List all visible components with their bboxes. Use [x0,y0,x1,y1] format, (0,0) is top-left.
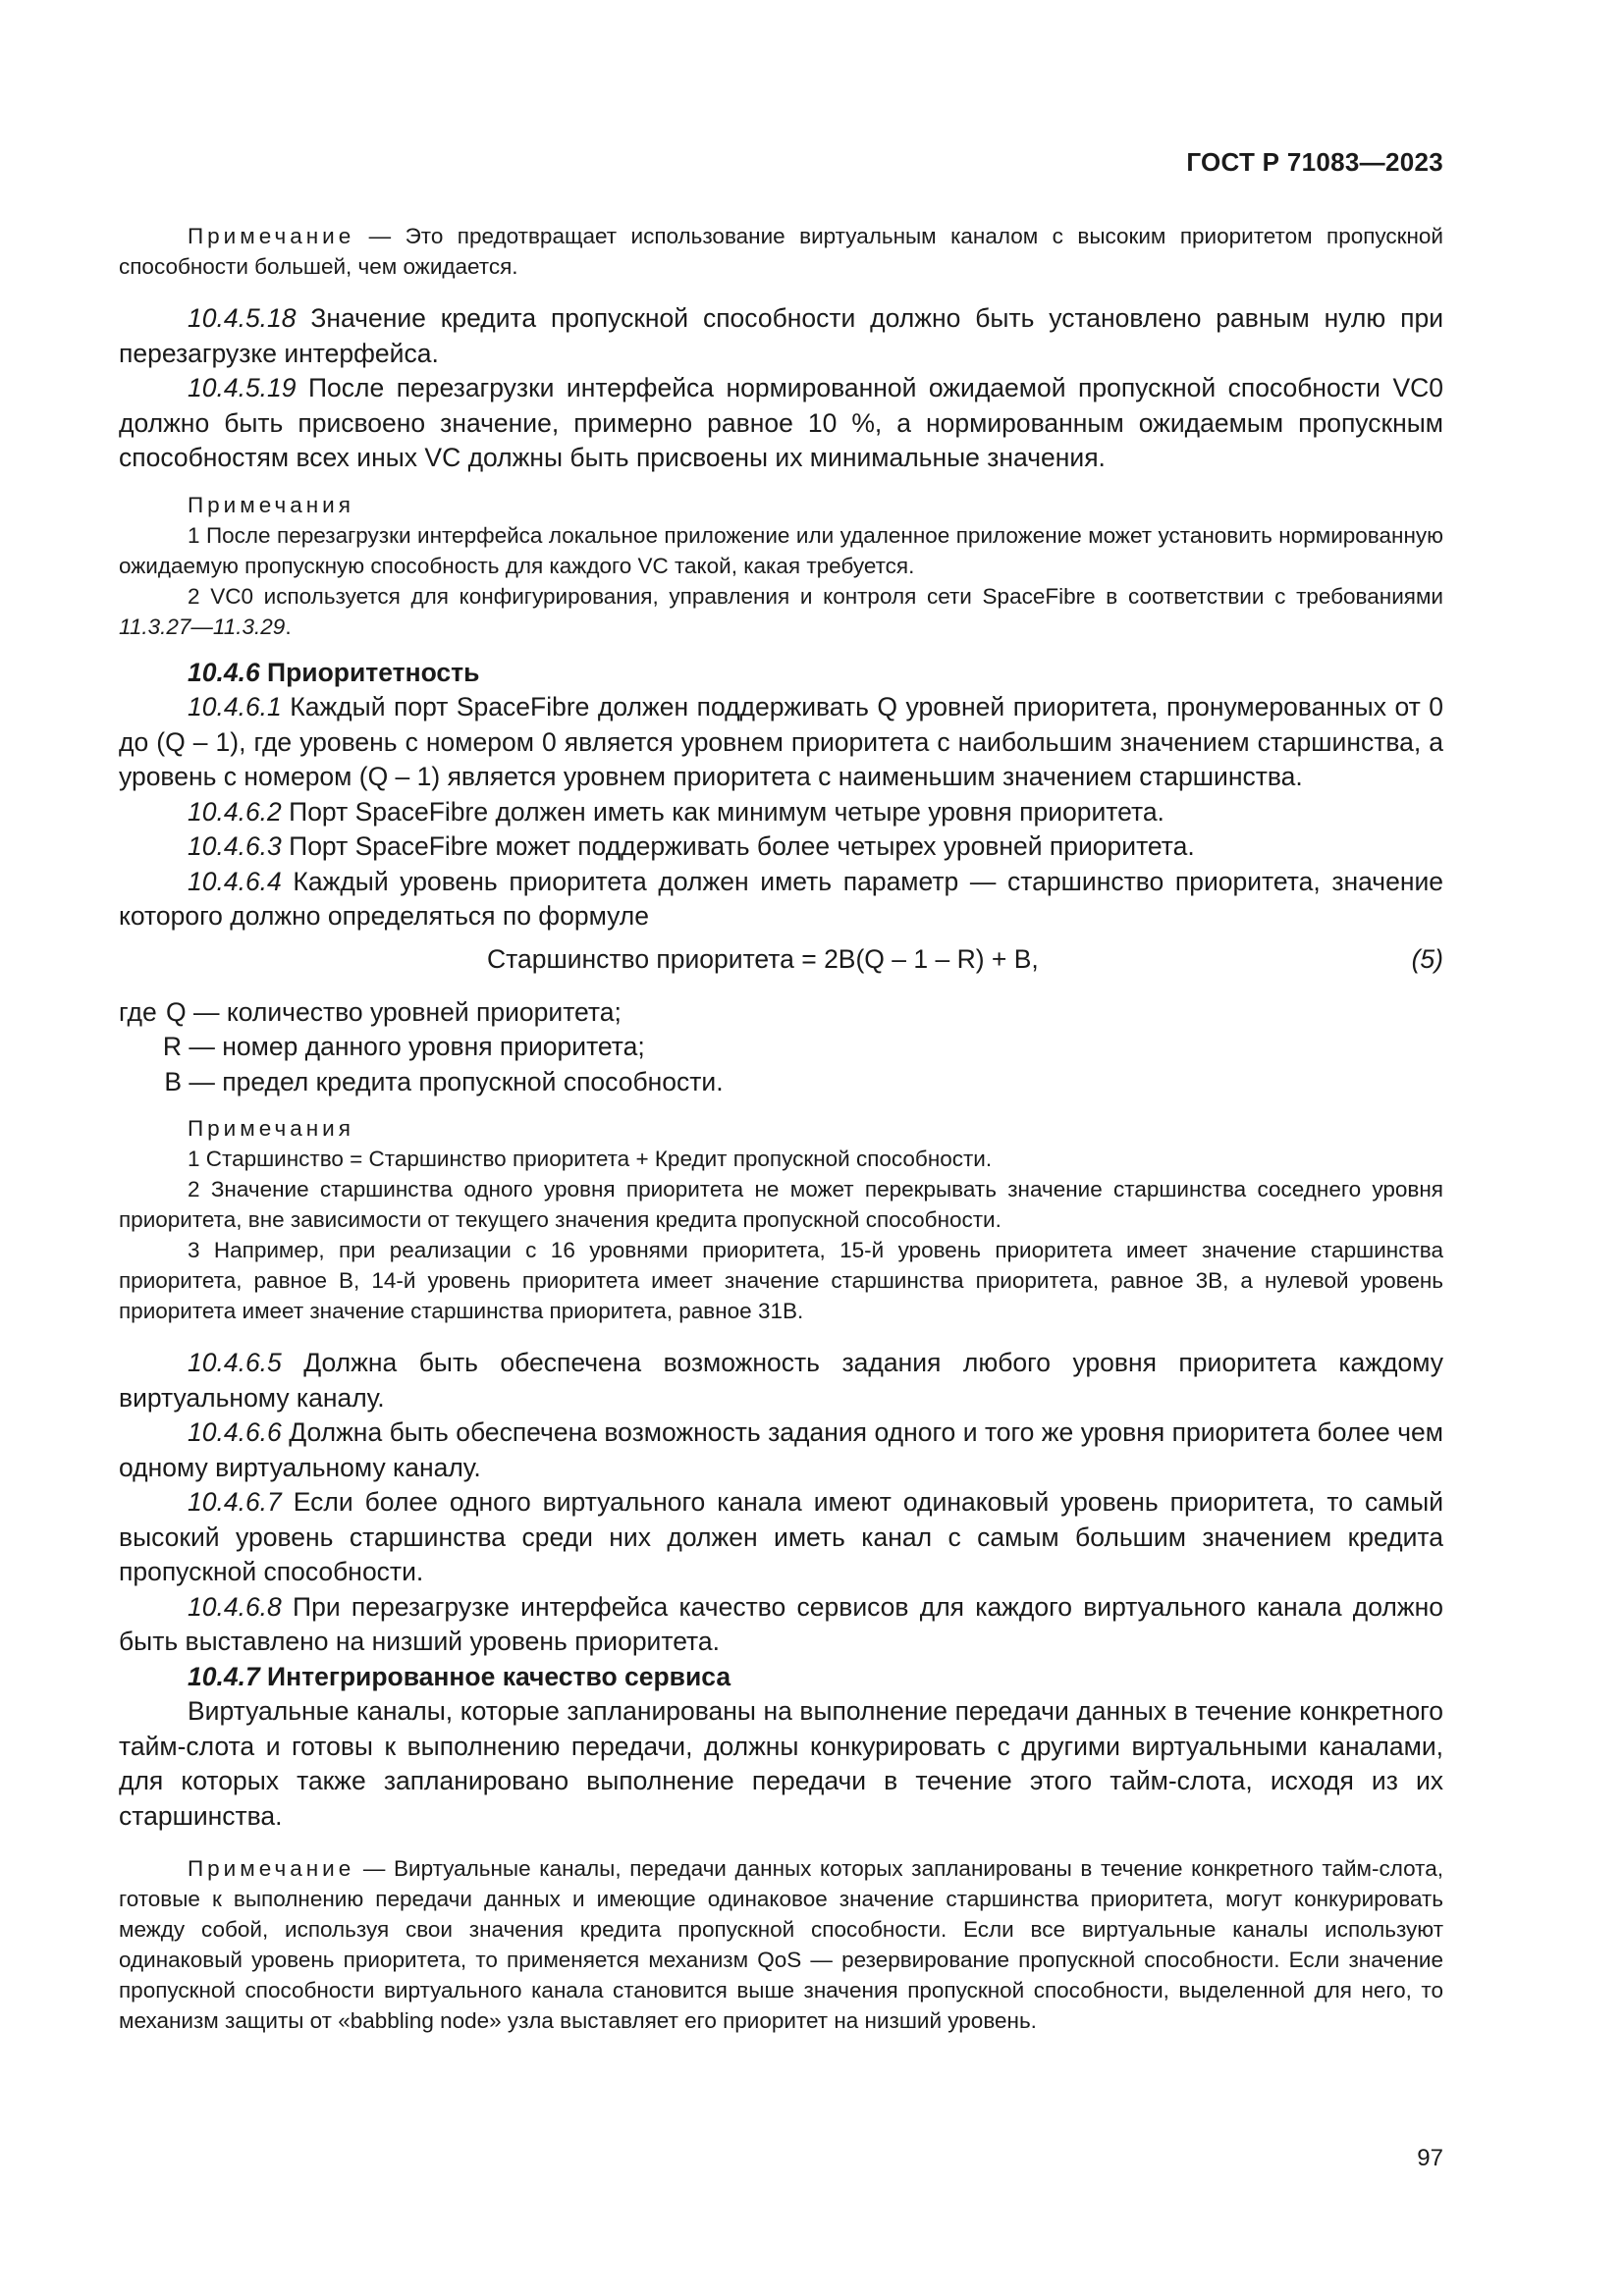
notes-1-item-2: 2 VC0 используется для конфигурирования, управления и контроля сети SpaceFibre в соответствии с требованиями 11.3.27—11.3.29. [119,583,1443,639]
clause-10-4-6-7: 10.4.6.7 Если более одного виртуального канала имеют одинаковый уровень приоритета, то самый высокий уровень старшинства среди них должен иметь канал с самым большим значением кредита пропускной способности. [119,1487,1443,1586]
legend-description: — предел кредита пропускной способности. [189,1066,724,1096]
formula-expression: Старшинство приоритета = 2B(Q – 1 – R) + B, [487,943,1039,974]
formula-legend [119,995,1443,1100]
note-top [119,221,1443,282]
legend-symbol: B [164,1066,182,1096]
section-number: 10.4.7 [188,1661,260,1691]
page-number: 97 [1417,2145,1443,2171]
note-label: Примечание [188,1856,355,1881]
legend-row [119,1065,1443,1100]
notes-1-item-1: 1 После перезагрузки интерфейса локальное приложение или удаленное приложение может установить нормированную ожидаемую пропускную способность для каждого VC такой, какая требуется. [119,522,1443,578]
paragraph-10-4-7: Виртуальные каналы, которые запланированы на выполнение передачи данных в течение конкретного тайм-слота и готовы к выполнению передачи, должны конкурировать с другими виртуальными каналами, для которых также запланировано выполнение передачи в течение этого тайм-слота, исходя из их старшинства. [119,1696,1443,1831]
clause-number: 10.4.5.18 [188,303,297,333]
clause-10-4-5-18 [119,301,1443,371]
clause-10-4-6-5: 10.4.6.5 Должна быть обеспечена возможность задания любого уровня приоритета каждому виртуальному каналу. [119,1348,1443,1413]
clause-number: 10.4.5.19 [188,373,297,402]
legend-symbol: R [162,1032,182,1061]
notes-2-item-1: 1 Старшинство = Старшинство приоритета + Кредит пропускной способности. [188,1147,993,1171]
note-label: Примечание [188,224,355,248]
clause-10-4-6-8: 10.4.6.8 При перезагрузке интерфейса качество сервисов для каждого виртуального канала должно быть выставлено на низший уровень приоритета. [119,1591,1443,1656]
legend-symbol: Q [166,996,187,1027]
note-text: — Виртуальные каналы, передачи данных которых запланированы в течение конкретного тайм-слота, готовые к выполнению передачи данных и имеющие одинаковое значение старшинства приоритета, могут конкурировать между собой, используя свои значения кредита пропускной способности. Если все виртуальные каналы используют одинаковый уровень приоритета, то применяется механизм QoS — резервирование пропускной способности. Если значение пропускной способности виртуального канала становится выше значения пропускной способности, выделенной для него, то механизм защиты от «babbling node» узла выставляет его приоритет на низший уровень. [119,1856,1443,2033]
document-header: ГОСТ Р 71083—2023 [1186,147,1443,177]
page-content [119,221,1443,2036]
clause-10-4-6-1: 10.4.6.1 Каждый порт SpaceFibre должен поддерживать Q уровней приоритета, пронумерованных от 0 до (Q – 1), где уровень с номером 0 является уровнем приоритета с наибольшим значением старшинства, а уровень с номером (Q – 1) является уровнем приоритета с наименьшим значением старшинства. [119,692,1443,791]
section-title: Приоритетность [259,657,480,687]
formula-number: (5) [1411,943,1443,974]
section-title: Интегрированное качество сервиса [259,1661,731,1691]
note-bottom [119,1853,1443,2036]
clause-10-4-6-4: 10.4.6.4 Каждый уровень приоритета должен иметь параметр — старшинство приоритета, значение которого должно определяться по формуле [119,866,1443,931]
notes-2-item-3: 3 Например, при реализации с 16 уровнями приоритета, 15-й уровень приоритета имеет значение старшинства приоритета, равное B, 14-й уровень приоритета имеет значение старшинства приоритета, равное 3B, а нулевой уровень приоритета имеет значение старшинства приоритета, равное 31B. [119,1238,1443,1323]
notes-2-label: Примечания [188,1116,354,1141]
legend-row [119,995,1443,1031]
notes-2-item-2: 2 Значение старшинства одного уровня приоритета не может перекрывать значение старшинства соседнего уровня приоритета, вне зависимости от текущего значения кредита пропускной способности. [119,1177,1443,1232]
section-number: 10.4.6 [188,657,260,687]
note-text: — Это предотвращает использование виртуальным каналом с высоким приоритетом пропускной способности большей, чем ожидается. [119,224,1443,279]
document-page [119,0,1443,2296]
legend-description: — номер данного уровня приоритета; [189,1032,645,1061]
cross-reference: 11.3.27—11.3.29 [119,614,286,639]
notes-1-label: Примечания [188,492,354,517]
section-10-4-6-heading [119,656,1443,691]
formula [119,942,1443,978]
clause-10-4-6-6: 10.4.6.6 Должна быть обеспечена возможность задания одного и того же уровня приоритета более чем одному виртуальному каналу. [119,1417,1443,1482]
clause-text: После перезагрузки интерфейса нормированной ожидаемой пропускной способности VC0 должно быть присвоено значение, примерно равное 10 %, а нормированным ожидаемым пропускным способностям всех иных VC должны быть присвоены их минимальные значения. [119,373,1443,472]
clause-10-4-5-19 [119,371,1443,476]
section-10-4-7-heading [119,1660,1443,1695]
clause-10-4-6-3: 10.4.6.3 Порт SpaceFibre может поддерживать более четырех уровней приоритета. [188,831,1195,861]
clause-10-4-6-2: 10.4.6.2 Порт SpaceFibre должен иметь как минимум четыре уровня приоритета. [188,796,1164,827]
legend-row [119,1030,1443,1065]
legend-lead: где [119,996,157,1027]
clause-text: Значение кредита пропускной способности должно быть установлено равным нулю при перезагрузке интерфейса. [119,303,1443,368]
legend-description: — количество уровней приоритета; [193,996,622,1027]
